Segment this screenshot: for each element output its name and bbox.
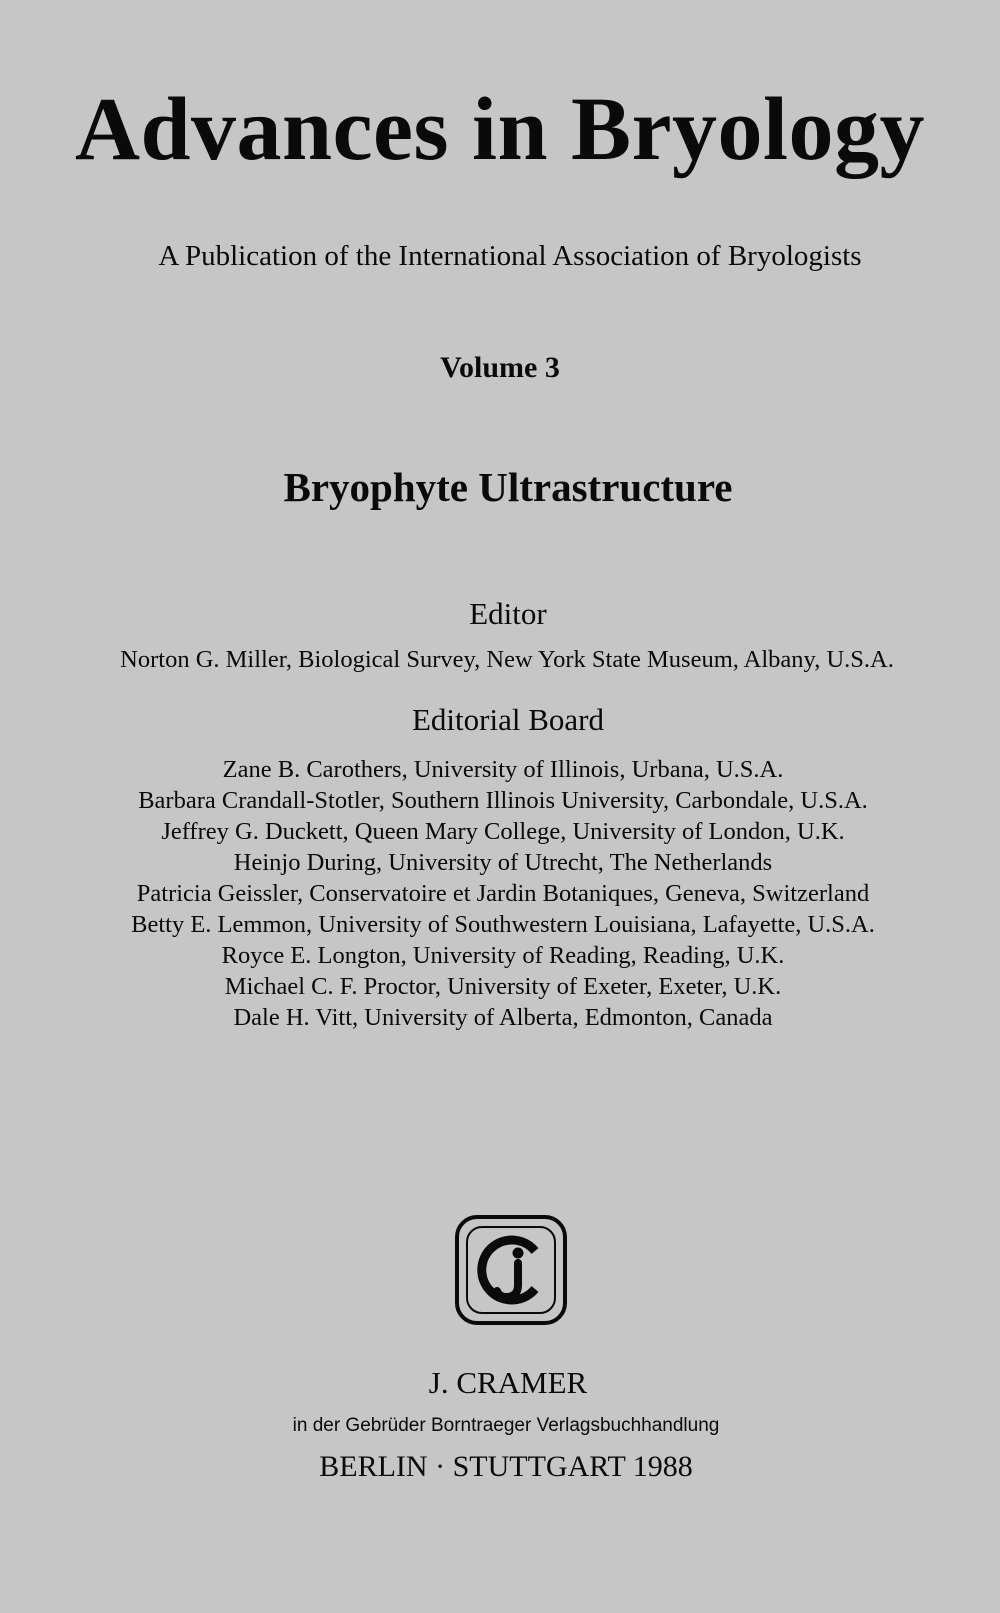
cramer-logo-icon bbox=[455, 1215, 567, 1325]
board-member: Heinjo During, University of Utrecht, The Netherlands bbox=[233, 849, 773, 876]
series-title: Advances in Bryology bbox=[74, 80, 926, 179]
board-member: Michael C. F. Proctor, University of Exeter, Exeter, U.K. bbox=[224, 973, 782, 1000]
series-subtitle: A Publication of the International Association of Bryologists bbox=[158, 240, 862, 272]
editorial-board-heading: Editorial Board bbox=[412, 702, 604, 737]
board-member: Barbara Crandall-Stotler, Southern Illinois University, Carbondale, U.S.A. bbox=[138, 787, 868, 814]
logo-monogram-icon bbox=[459, 1219, 563, 1321]
publication-place-year: BERLIN · STUTTGART 1988 bbox=[319, 1450, 693, 1483]
publisher-name: J. CRAMER bbox=[428, 1365, 588, 1400]
board-member: Betty E. Lemmon, University of Southwestern Louisiana, Lafayette, U.S.A. bbox=[131, 911, 875, 938]
board-member: Jeffrey G. Duckett, Queen Mary College, University of London, U.K. bbox=[161, 818, 845, 845]
editorial-board-list bbox=[0, 754, 1000, 1033]
board-member: Zane B. Carothers, University of Illinois, Urbana, U.S.A. bbox=[222, 756, 784, 783]
editor-name: Norton G. Miller, Biological Survey, New York State Museum, Albany, U.S.A. bbox=[120, 646, 894, 673]
board-member: Patricia Geissler, Conservatoire et Jardin Botaniques, Geneva, Switzerland bbox=[136, 880, 870, 907]
volume-label: Volume 3 bbox=[440, 351, 560, 384]
editor-heading: Editor bbox=[469, 596, 547, 631]
publisher-imprint: in der Gebrüder Borntraeger Verlagsbuchhandlung bbox=[292, 1415, 720, 1436]
board-member: Dale H. Vitt, University of Alberta, Edmonton, Canada bbox=[233, 1004, 773, 1031]
board-member: Royce E. Longton, University of Reading, Reading, U.K. bbox=[221, 942, 785, 969]
volume-title: Bryophyte Ultrastructure bbox=[283, 464, 733, 510]
